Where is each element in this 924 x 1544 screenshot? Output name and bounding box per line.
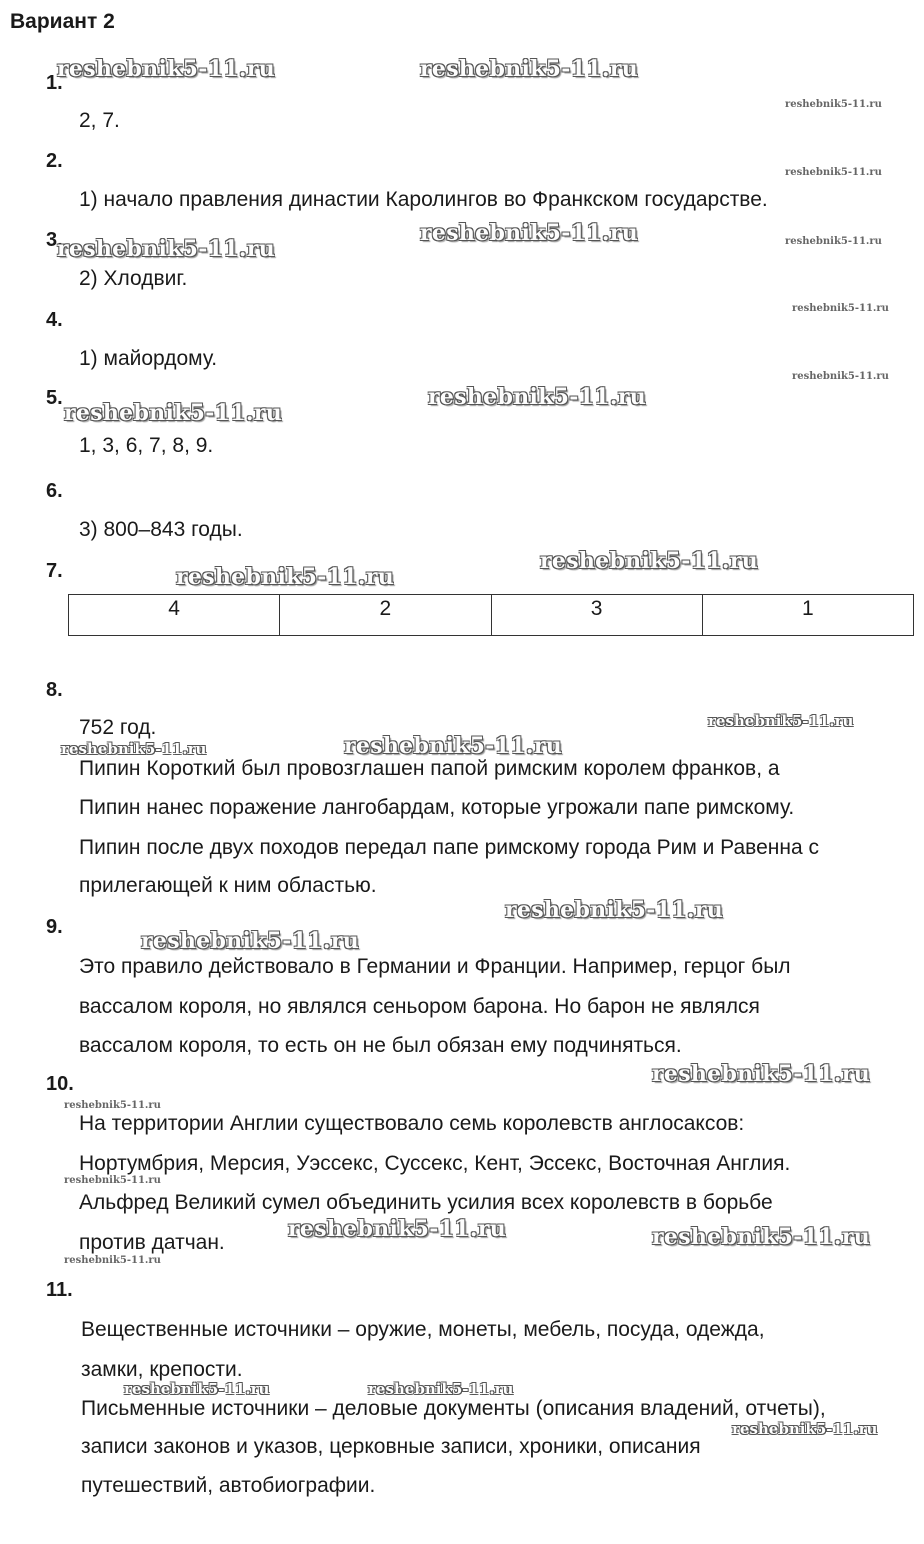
- answer-11-line: путешествий, автобиографии.: [81, 1474, 376, 1497]
- question-number-10: 10.: [46, 1073, 74, 1095]
- answer-8-line: Пипин нанес поражение лангобардам, которые угрожали папе римскому.: [79, 796, 795, 819]
- watermark: reshebnik5-11.ru: [124, 1380, 270, 1398]
- table-cell: 2: [280, 595, 491, 636]
- watermark: reshebnik5-11.ru: [420, 220, 639, 246]
- answer-2-line: 1) начало правления династии Каролингов во Франкском государстве.: [79, 188, 768, 211]
- answer-10-line: Нортумбрия, Мерсия, Уэссекс, Суссекс, Кент, Эссекс, Восточная Англия.: [79, 1152, 791, 1175]
- watermark: reshebnik5-11.ru: [785, 167, 882, 178]
- answer-10-line: против датчан.: [79, 1231, 225, 1254]
- question-number-7: 7.: [46, 560, 63, 582]
- answer-11-line: записи законов и указов, церковные записи, хроники, описания: [81, 1435, 701, 1458]
- watermark: reshebnik5-11.ru: [368, 1380, 514, 1398]
- watermark: reshebnik5-11.ru: [428, 384, 647, 410]
- table-cell: 4: [69, 595, 280, 636]
- answer-10-line: На территории Англии существовало семь королевств англосаксов:: [79, 1112, 745, 1135]
- question-number-8: 8.: [46, 679, 63, 701]
- watermark: reshebnik5-11.ru: [61, 740, 207, 758]
- question-number-1: 1.: [46, 72, 63, 94]
- question-number-4: 4.: [46, 309, 63, 331]
- answer-8-line: Пипин после двух походов передал папе римскому города Рим и Равенна с: [79, 836, 819, 859]
- watermark: reshebnik5-11.ru: [785, 99, 882, 110]
- watermark: reshebnik5-11.ru: [732, 1420, 878, 1438]
- watermark: reshebnik5-11.ru: [57, 236, 276, 262]
- page-title: Вариант 2: [10, 10, 115, 33]
- answer-11-line: Письменные источники – деловые документы (описания владений, отчеты),: [81, 1397, 826, 1420]
- watermark: reshebnik5-11.ru: [64, 1255, 161, 1266]
- question-number-5: 5.: [46, 387, 63, 409]
- watermark: reshebnik5-11.ru: [792, 371, 889, 382]
- answer-11-line: Вещественные источники – оружие, монеты, мебель, посуда, одежда,: [81, 1318, 765, 1341]
- watermark: reshebnik5-11.ru: [652, 1061, 871, 1087]
- answer-1-line: 2, 7.: [79, 109, 120, 132]
- watermark: reshebnik5-11.ru: [708, 712, 854, 730]
- answer-9-line: Это правило действовало в Германии и Франции. Например, герцог был: [79, 955, 791, 978]
- watermark: reshebnik5-11.ru: [288, 1216, 507, 1242]
- watermark: reshebnik5-11.ru: [64, 1100, 161, 1111]
- answer-9-line: вассалом короля, но являлся сеньором барона. Но барон не являлся: [79, 995, 760, 1018]
- answer-7-table: [68, 594, 914, 636]
- answer-10-line: Альфред Великий сумел объединить усилия всех королевств в борьбе: [79, 1191, 773, 1214]
- watermark: reshebnik5-11.ru: [344, 733, 563, 759]
- watermark: reshebnik5-11.ru: [57, 56, 276, 82]
- watermark: reshebnik5-11.ru: [792, 303, 889, 314]
- answer-11-line: замки, крепости.: [81, 1358, 243, 1381]
- answer-5-line: 1, 3, 6, 7, 8, 9.: [79, 434, 214, 457]
- question-number-3: 3.: [46, 229, 63, 251]
- table-cell: 1: [702, 595, 913, 636]
- table-row: [69, 595, 914, 636]
- question-number-2: 2.: [46, 150, 63, 172]
- question-number-6: 6.: [46, 480, 63, 502]
- question-number-11: 11.: [46, 1279, 73, 1301]
- answer-8-line: Пипин Короткий был провозглашен папой римским королем франков, а: [79, 757, 780, 780]
- watermark: reshebnik5-11.ru: [785, 236, 882, 247]
- answer-6-line: 3) 800–843 годы.: [79, 518, 243, 541]
- answer-8-line: 752 год.: [79, 716, 157, 739]
- watermark: reshebnik5-11.ru: [540, 548, 759, 574]
- watermark: reshebnik5-11.ru: [420, 56, 639, 82]
- answer-3-line: 2) Хлодвиг.: [79, 267, 188, 290]
- answer-9-line: вассалом короля, то есть он не был обязан ему подчиняться.: [79, 1034, 682, 1057]
- answer-4-line: 1) майордому.: [79, 347, 218, 370]
- watermark: reshebnik5-11.ru: [141, 928, 360, 954]
- question-number-9: 9.: [46, 916, 63, 938]
- answer-8-line: прилегающей к ним областью.: [79, 874, 377, 897]
- watermark: reshebnik5-11.ru: [64, 400, 283, 426]
- table-cell: 3: [491, 595, 702, 636]
- watermark: reshebnik5-11.ru: [64, 1175, 161, 1186]
- watermark: reshebnik5-11.ru: [505, 897, 724, 923]
- watermark: reshebnik5-11.ru: [176, 564, 395, 590]
- watermark: reshebnik5-11.ru: [652, 1224, 871, 1250]
